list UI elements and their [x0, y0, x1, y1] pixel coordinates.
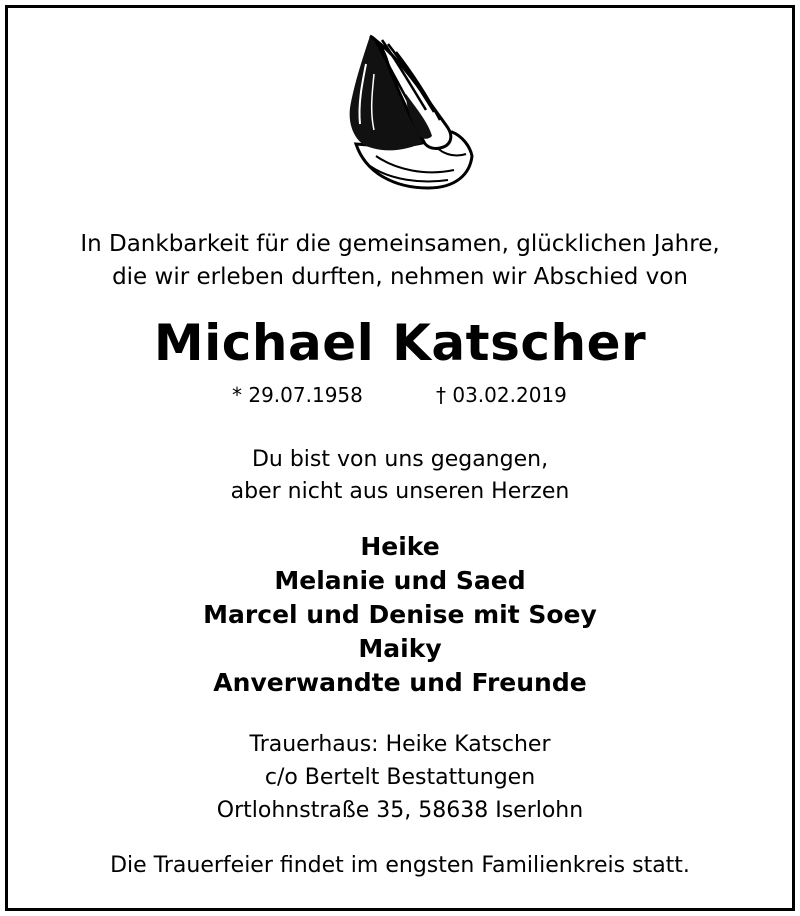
address-line-3: Ortlohnstraße 35, 58638 Iserlohn — [216, 798, 584, 823]
quote-line-1: Du bist von uns gegangen, — [251, 447, 549, 472]
mourner-item: Heike — [360, 532, 440, 561]
mourners-list — [0, 530, 800, 700]
address-line-1: Trauerhaus: Heike Katscher — [249, 732, 551, 757]
mourning-house-address — [0, 728, 800, 827]
intro-line-1: In Dankbarkeit für die gemeinsamen, glücklichen Jahre, — [80, 231, 720, 257]
address-line-2: c/o Bertelt Bestattungen — [264, 765, 536, 790]
praying-hands-icon — [336, 24, 476, 190]
mourner-item: Maiky — [358, 634, 442, 663]
mourner-item: Anverwandte und Freunde — [213, 668, 587, 697]
intro-text — [0, 228, 800, 294]
mourner-item: Marcel und Denise mit Soey — [203, 600, 597, 629]
intro-line-2: die wir erleben durften, nehmen wir Abschied von — [112, 264, 688, 290]
birth-date: * 29.07.1958 — [232, 383, 363, 407]
mourner-item: Melanie und Saed — [274, 566, 526, 595]
ceremony-note: Die Trauerfeier findet im engsten Familienkreis statt. — [110, 853, 690, 878]
quote-text — [0, 444, 800, 508]
deceased-name: Michael Katscher — [153, 314, 647, 372]
quote-line-2: aber nicht aus unseren Herzen — [230, 479, 570, 504]
death-date: † 03.02.2019 — [436, 383, 567, 407]
